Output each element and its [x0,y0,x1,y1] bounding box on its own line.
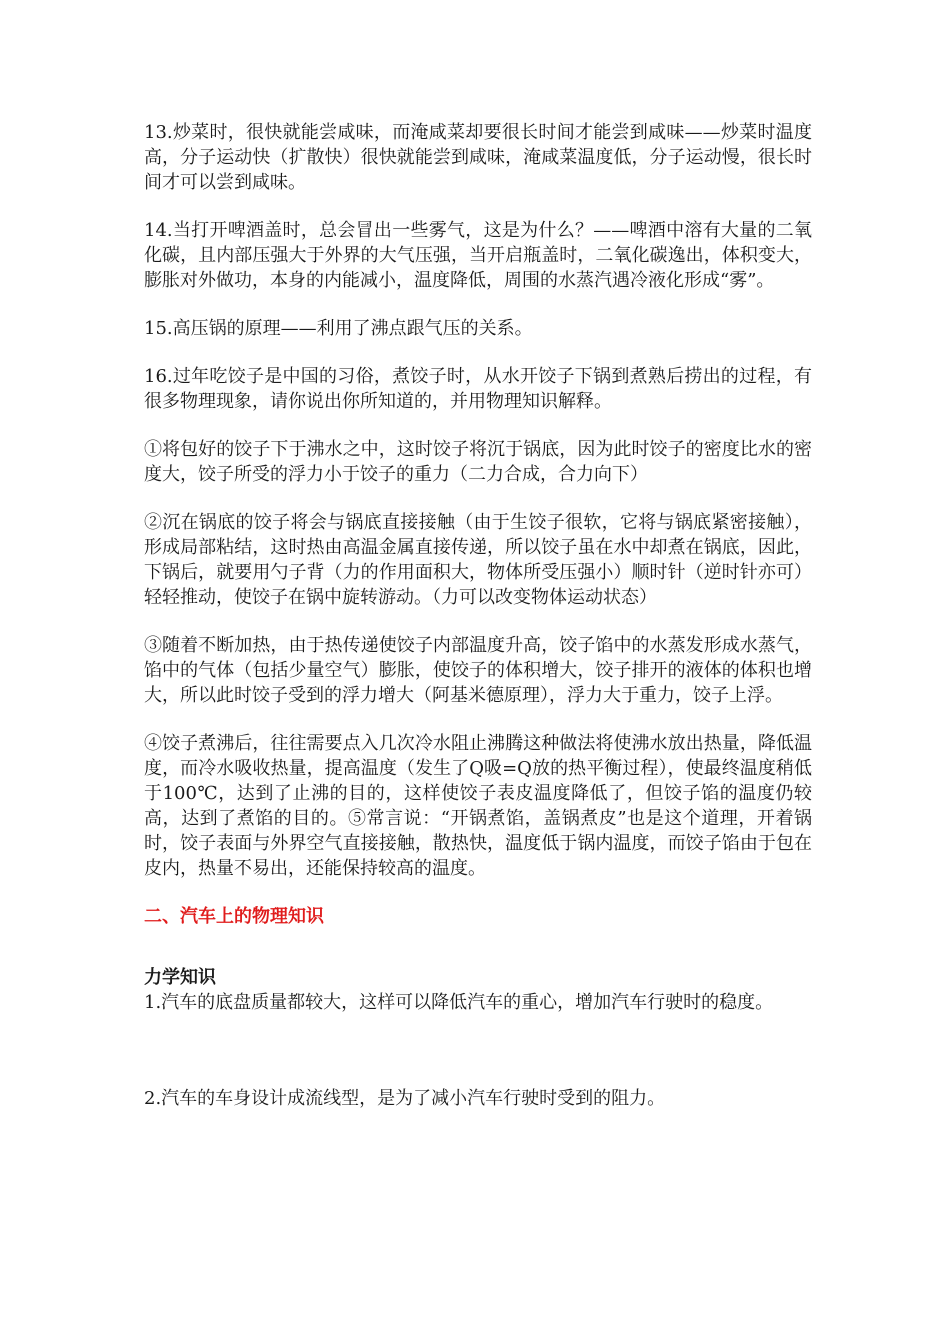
point-4: ④饺子煮沸后，往往需要点入几次冷水阻止沸腾这种做法将使沸水放出热量，降低温度，而冷水吸收热量，提高温度（发生了Q吸=Q放的热平衡过程），使最终温度稍低于100℃，达到了止沸的目的，这样使饺子表皮温度降低了，但饺子馅的温度仍较高，达到了煮馅的目的。⑤常言说：“开锅煮馅，盖锅煮皮”也是这个道理，开着锅时，饺子表面与外界空气直接接触，散热快，温度低于锅内温度，而饺子馅由于包在皮内，热量不易出，还能保持较高的温度。 [144,733,812,879]
point-3: ③随着不断加热，由于热传递使饺子内部温度升高，饺子馅中的水蒸发形成水蒸气，馅中的气体（包括少量空气）膨胀，使饺子的体积增大，饺子排开的液体的体积也增大，所以此时饺子受到的浮力增大（阿基米德原理），浮力大于重力，饺子上浮。 [144,635,812,706]
car-item-2: 2.汽车的车身设计成流线型，是为了减小汽车行驶时受到的阻力。 [144,1088,666,1109]
paragraph-13: 13.炒菜时，很快就能尝咸味，而淹咸菜却要很长时间才能尝到咸味——炒菜时温度高，分子运动快（扩散快）很快就能尝到咸味，淹咸菜温度低，分子运动慢，很长时间才可以尝到咸味。 [144,122,812,193]
document-page [144,120,812,1134]
paragraph-16: 16.过年吃饺子是中国的习俗，煮饺子时，从水开饺子下锅到煮熟后捞出的过程，有很多物理现象，请你说出你所知道的，并用物理知识解释。 [144,366,812,412]
car-item-1: 1.汽车的底盘质量都较大，这样可以降低汽车的重心，增加汽车行驶时的稳度。 [144,992,774,1013]
sub-heading: 力学知识 [144,967,216,988]
point-2: ②沉在锅底的饺子将会与锅底直接接触（由于生饺子很软，它将与锅底紧密接触），形成局部粘结，这时热由高温金属直接传递，所以饺子虽在水中却煮在锅底，因此，下锅后，就要用勺子背（力的作用面积大，物体所受压强小）顺时针（逆时针亦可）轻轻推动，使饺子在锅中旋转游动。（力可以改变物体运动状态） [144,512,812,608]
spacer [144,1038,812,1086]
paragraph-15: 15.高压锅的原理——利用了沸点跟气压的关系。 [144,318,533,339]
point-1: ①将包好的饺子下于沸水之中，这时饺子将沉于锅底，因为此时饺子的密度比水的密度大，饺子所受的浮力小于饺子的重力（二力合成，合力向下） [144,439,812,485]
paragraph-14: 14.当打开啤酒盖时，总会冒出一些雾气，这是为什么？——啤酒中溶有大量的二氧化碳，且内部压强大于外界的大气压强，当开启瓶盖时，二氧化碳逸出，体积变大，膨胀对外做功，本身的内能减小，温度降低，周围的水蒸汽遇冷液化形成“雾”。 [144,220,812,291]
section-heading: 二、汽车上的物理知识 [144,906,324,927]
